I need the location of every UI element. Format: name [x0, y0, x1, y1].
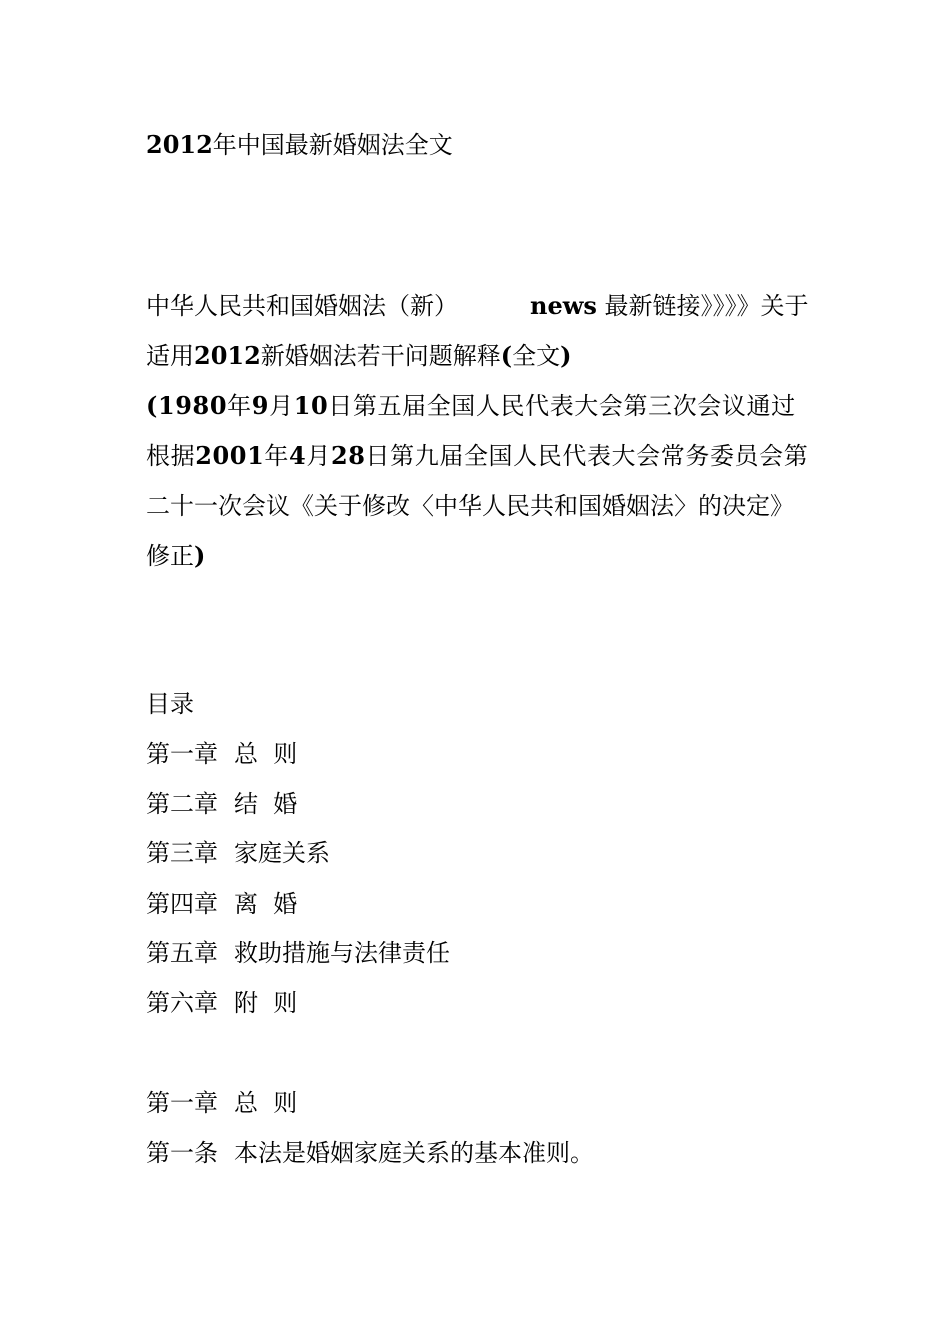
toc-item	[146, 889, 297, 919]
toc-chapter-name: 附 则	[234, 989, 298, 1017]
toc-chapter-name: 离 婚	[234, 890, 298, 918]
toc-chapter-number: 第五章	[146, 939, 218, 967]
intro-month: 4	[289, 441, 307, 470]
intro-text: 适用	[146, 342, 194, 370]
intro-text: 修正	[146, 542, 194, 570]
toc-chapter-number: 第六章	[146, 989, 218, 1017]
intro-text: 月	[269, 392, 294, 420]
intro-law-name: 中华人民共和国婚姻法（新）	[146, 292, 458, 320]
intro-text: 全文	[512, 342, 561, 370]
intro-year: 2012	[194, 341, 261, 370]
news-label: news	[530, 291, 597, 320]
intro-year: (1980	[146, 391, 228, 420]
toc-item	[146, 838, 330, 868]
intro-day: 28	[330, 441, 366, 470]
toc-item	[146, 988, 297, 1018]
intro-text: 月	[306, 442, 331, 470]
chapter-number: 第一章	[146, 1089, 218, 1117]
latest-link-text: 最新链接》》》》关于	[596, 292, 809, 320]
toc-chapter-number: 第三章	[146, 839, 218, 867]
article-text: 本法是婚姻家庭关系的基本准则。	[234, 1139, 594, 1167]
toc-chapter-name: 结 婚	[234, 790, 298, 818]
intro-text: 日第九届全国人民代表大会常务委员会第	[365, 442, 809, 470]
intro-line-3	[146, 391, 796, 421]
intro-news-link[interactable]	[530, 291, 809, 321]
chapter-1-heading	[146, 1088, 297, 1118]
intro-text: 年	[264, 442, 290, 470]
title-text: 年中国最新婚姻法全文	[212, 131, 453, 159]
intro-paren: )	[194, 541, 206, 570]
intro-text: 根据	[146, 442, 196, 470]
intro-text: 日第五届全国人民代表大会第三次会议通过	[328, 392, 796, 420]
title-year: 2012	[146, 130, 213, 159]
toc-chapter-number: 第二章	[146, 790, 218, 818]
intro-paren: )	[560, 341, 572, 370]
toc-chapter-name: 家庭关系	[234, 839, 330, 867]
article-number: 第一条	[146, 1139, 218, 1167]
toc-chapter-number: 第四章	[146, 890, 218, 918]
intro-line-6	[146, 541, 205, 571]
chapter-name: 总 则	[234, 1089, 298, 1117]
toc-item	[146, 789, 297, 819]
intro-text: 年	[227, 392, 252, 420]
intro-line-1	[146, 291, 818, 321]
toc-chapter-number: 第一章	[146, 740, 218, 768]
intro-line-4	[146, 441, 808, 471]
article-1	[146, 1138, 594, 1168]
document-title	[146, 130, 453, 160]
toc-chapter-name: 总 则	[234, 740, 298, 768]
toc-item	[146, 739, 297, 769]
intro-line-2	[146, 341, 572, 371]
toc-chapter-name: 救助措施与法律责任	[234, 939, 450, 967]
intro-paren: (	[500, 341, 513, 370]
intro-text: 新婚姻法若干问题解释	[260, 342, 501, 370]
intro-day: 10	[293, 391, 329, 420]
intro-line-5: 二十一次会议《关于修改〈中华人民共和国婚姻法〉的决定》	[146, 492, 794, 520]
intro-month: 9	[251, 391, 270, 420]
intro-year: 2001	[195, 441, 265, 470]
toc-item	[146, 938, 450, 968]
toc-title: 目录	[146, 690, 194, 718]
